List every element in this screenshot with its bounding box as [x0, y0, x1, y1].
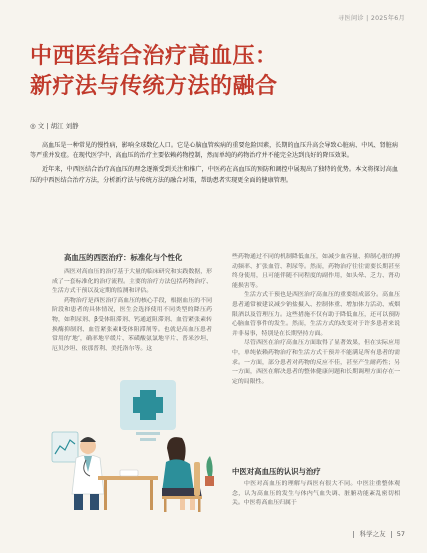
chair-leg [198, 499, 201, 512]
title-line-2: 新疗法与传统方法的融合 [30, 74, 278, 99]
right-column-continued [232, 480, 400, 509]
page-footer [350, 529, 405, 538]
footer-bar [353, 531, 354, 538]
title-line-1: 中西医结合治疗高血压： [30, 44, 278, 69]
patient-top [162, 459, 194, 492]
abstract-paragraph: 高血压是一种常见的慢性病，影响全球数亿人口。它是心脑血管疾病的重要危险因素，长期的血压升高会导致心脏病、中风、肾脏病等严重并发症。在现代医学中，高血压的治疗主要依赖药物控制，然而单纯的药物治疗并不能完全达到良好的降压效果。 [30, 142, 398, 160]
footer-label: 科学之友 [359, 530, 386, 538]
board-line [136, 432, 160, 435]
author-byline [30, 121, 79, 130]
abstract [30, 141, 398, 190]
doctor-leg [74, 494, 83, 510]
desk-top [98, 476, 158, 480]
chart-card [52, 432, 78, 462]
board-line [140, 438, 156, 441]
plant-icon [206, 456, 212, 476]
doctor-leg [90, 494, 99, 510]
patient-hair [167, 437, 186, 462]
patient-leg [180, 498, 185, 510]
plant-pot [205, 476, 214, 486]
body-paragraph: 药物治疗是西医治疗高血压的核心手段，根据血压的不同阶段和患者的具体情况，医生会选择使用不同类型的降压药物，如利尿剂、β受体阻滞剂、钙通道阻滞剂、血管紧张素转换酶抑制剂、血管紧张素Ⅱ受体阻滞剂等。也就是高血压患者常用的‘地’，确率地平缓片、苯磺酸氨氯地平片、普米沙坦、厄贝沙坦、依那普利、美托洛尔等。这 [52, 297, 212, 352]
patient-leg [190, 498, 195, 510]
journal-header: 寻医问诊 | 2025年6月 [337, 15, 405, 22]
article-title [30, 42, 278, 102]
body-paragraph: 中医对高血压的理解与西医有很大不同。中医注重整体观念，认为高血压的发生与体内气血失调、脏腑功能紊乱密切相关。中医将高血压归属于 [232, 481, 400, 507]
desk-leg [150, 480, 153, 510]
abstract-paragraph: 近年来，中西医结合治疗高血压的理念逐渐受到关注和推广，中医药在高血压的预防和调控中展现出了独特的优势。本文将探讨高血压的中西医结合治疗方法，分析新疗法与传统方法的融合对策，帮助患者实现更全面的健康管理。 [30, 166, 398, 184]
byline-text: ◎ 文 | 胡江 刘静 [30, 122, 79, 130]
right-column [232, 253, 400, 387]
cross-icon-bar [133, 397, 163, 413]
chair-seat [162, 496, 202, 499]
paper-icon [120, 470, 138, 476]
chair-back [194, 462, 200, 496]
page-number: 57 [396, 530, 405, 538]
body-paragraph: 尽管西医在治疗高血压方面取得了显著效果，但在实际应用中，单纯依赖药物治疗和生活方式干预并不能满足所有患者的需求。一方面，部分患者对药物的反应不佳，甚至产生耐药性；另一方面，西医在解决患者的整体健康问题和长期调理方面存在一定的局限性。 [232, 340, 400, 385]
doctor-hair [80, 437, 96, 442]
section-heading: 高血压的西医治疗：标准化与个性化 [64, 253, 183, 262]
body-paragraph: 些药物通过不同的机制降低血压，如减少血容量、抑制心脏的搏动频率、扩张血管、利尿等。然而，药物治疗往往需要长期甚至终身使用，且可能伴随不同程度的副作用，如头晕、乏力、肾功能损害等。 [232, 254, 400, 289]
left-column [52, 268, 212, 354]
desk-leg [104, 480, 107, 510]
section-heading: 中医对高血压的认识与治疗 [232, 467, 321, 476]
body-paragraph: 生活方式干预也是西医治疗高血压的重要组成部分。高血压患者通常被建议减少钠盐摄入、控制体重、增加体力活动、戒烟限酒以及管理压力。这些措施不仅有助于降低血压，还可以预防心脑血管事件的发生。然而，生活方式的改变对于许多患者来说并非易事，特别是在长期坚持方面。 [232, 292, 400, 337]
footer-bar [391, 531, 392, 538]
body-paragraph: 西医对高血压的治疗基于大量的临床研究和实践数据，形成了一套标准化的治疗流程。主要的治疗方法包括药物治疗、生活方式干预以及定期的监测和评估。 [52, 269, 212, 295]
doctor-patient-illustration [50, 376, 216, 514]
chair-leg [164, 499, 167, 512]
